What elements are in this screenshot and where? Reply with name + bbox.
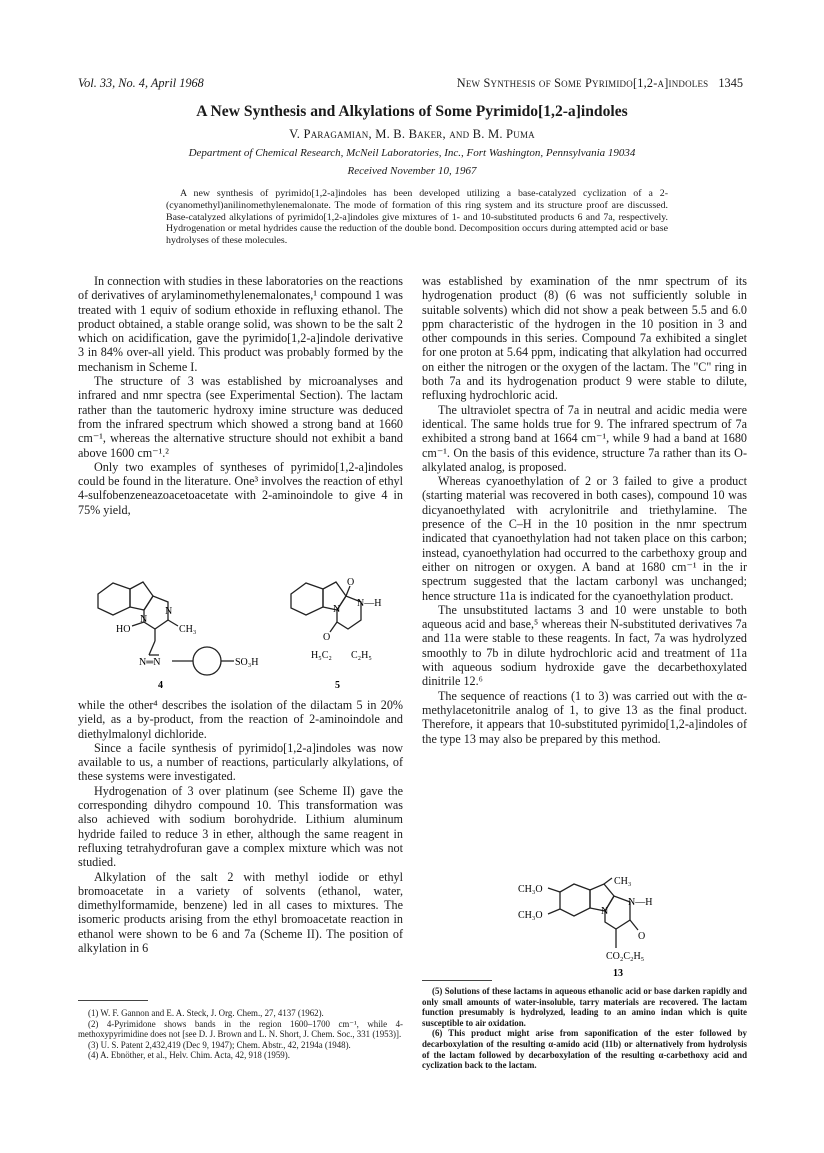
compound-number: 4: [158, 680, 163, 691]
footnote-rule-right: [422, 980, 492, 981]
atom-label: CO₂C₂H₅: [606, 951, 645, 962]
compound-number: 13: [613, 968, 623, 979]
footnote: (3) U. S. Patent 2,432,419 (Dec 9, 1947); Chem. Abstr., 42, 2194a (1948).: [88, 1039, 351, 1050]
author-affiliation: Department of Chemical Research, McNeil Laboratories, Inc., Fort Washington, Pennsylvania 19034: [188, 147, 636, 159]
atom-label: N: [333, 604, 341, 615]
paragraph: The unsubstituted lactams 3 and 10 were unstable to both aqueous acid and base,⁵ whereas their N-substituted derivatives 7a and 11a were stable to these reagents. In fact, 7a was hydrolyzed smoothly to 7b in dilute hydrochloric acid and treatment of 11a with aqueous sodium hydroxide gave the decarbethoxylated dinitrile 12.⁶: [422, 602, 747, 689]
atom-label: O: [638, 931, 646, 942]
article-title: A New Synthesis and Alkylations of Some Pyrimido[1,2-a]indoles: [196, 103, 628, 120]
atom-label: H₅C₂: [311, 650, 332, 661]
structure-5-drawing: [285, 574, 405, 694]
footnote: (4) A. Ebnöther, et al., Helv. Chim. Acta, 42, 918 (1959).: [88, 1050, 290, 1061]
atom-label: HO: [116, 624, 131, 635]
paragraph: Hydrogenation of 3 over platinum (see Scheme II) gave the corresponding dihydro compound 10. This transformation was also achieved with sodium borohydride. Lithium aluminum hydride failed to reduce 3 in ether, although the same reagent in refluxing tetrahydrofuran gave a complex mixture which was not studied.: [78, 783, 403, 870]
paragraph: The ultraviolet spectra of 7a in neutral and acidic media were identical. The same holds true for 9. The infrared spectrum of 7a exhibited a strong band at 1664 cm⁻¹, while 9 had a band at 1680 cm⁻¹. On the basis of this evidence, structure 7a rather than its O-alkylated analog, is proposed.: [422, 402, 747, 474]
atom-label: N—H: [628, 897, 653, 908]
atom-label: N: [165, 606, 173, 617]
atom-label: CH₃O: [518, 884, 543, 895]
structure-4: [88, 574, 278, 694]
structure-5: [285, 574, 405, 694]
left-column-upper: [78, 274, 403, 517]
paragraph: Since a facile synthesis of pyrimido[1,2-a]indoles was now available to us, a number of reactions, particularly alkylations, of these systems were investigated.: [78, 740, 403, 784]
atom-label: O: [347, 577, 355, 588]
journal-volume-info: Vol. 33, No. 4, April 1968: [78, 76, 204, 90]
footnote: (2) 4-Pyrimidone shows bands in the region 1600–1700 cm⁻¹, while 4-methoxypyrimidine does not [see D. J. Brown and L. N. Short, J. Chem. Soc., 331 (1953)].: [78, 1018, 403, 1040]
structure-13-drawing: [518, 876, 688, 980]
page-number: 1345: [718, 76, 743, 90]
paragraph: The structure of 3 was established by microanalyses and infrared and nmr spectra (see Experimental Section). The lactam rather than the tautomeric hydroxy imine structure was deduced from the infrared spectrum which showed a strong band at 1660 cm⁻¹, whereas the alternative structure should not exhibit a band above 1600 cm⁻¹.²: [78, 374, 403, 460]
atom-label: N: [140, 614, 148, 625]
structure-4-drawing: [88, 574, 278, 694]
footnotes-left: [78, 1008, 403, 1061]
structure-13: [518, 876, 688, 980]
footnotes-right: [422, 986, 747, 1071]
footnote: (1) W. F. Gannon and E. A. Steck, J. Org. Chem., 27, 4137 (1962).: [88, 1008, 324, 1018]
compound-number: 5: [335, 680, 340, 691]
footnote: (6) This product might arise from saponification of the ester followed by decarboxylation of the resulting α-amido acid (11b) or alternatively from hydrolysis of the lactam followed by decarboxylation of the resulting α-carbethoxy acid and cyclization back to the lactam.: [422, 1028, 747, 1071]
left-column-lower: [78, 698, 403, 955]
running-title: New Synthesis of Some Pyrimido[1,2-a]indoles: [456, 76, 709, 90]
atom-label: CH₃: [179, 624, 197, 635]
paragraph: Alkylation of the salt 2 with methyl iodide or ethyl bromoacetate in a variety of solvents (ethanol, water, dimethylformamide, benzene) led in all cases to mixtures. The isomeric products arising from the ethyl bromoacetate reaction in ethanol were shown to be 6 and 7a (Scheme II). The position of alkylation in 6: [78, 869, 403, 956]
article-authors: V. Paragamian, M. B. Baker, and B. M. Puma: [289, 127, 535, 141]
abstract-text: A new synthesis of pyrimido[1,2-a]indoles has been developed utilizing a base-catalyzed cyclization of a 2-(cyanomethyl)anilinomethylenemalonate. The mode of formation of this ring system and its structure proof are discussed. Base-catalyzed alkylations of pyrimido[1,2-a]indoles give mixtures of 1- and 10-substituted products 6 and 7a, respectively. Hydrogenation or metal hydrides cause the reduction of the double bond. Decomposition occurs during attempted acid or base hydrolyses of these molecules.: [166, 188, 668, 247]
paragraph: Only two examples of syntheses of pyrimido[1,2-a]indoles could be found in the literature. One³ involves the reaction of ethyl 4-sulfobenzeneazoacetoacetate with 2-aminoindole to give 4 in 75% yield,: [78, 459, 403, 517]
paragraph: while the other⁴ describes the isolation of the dilactam 5 in 20% yield, as a by-product, from the reaction of 2-aminoindole and diethylmalonyl dichloride.: [78, 698, 403, 741]
paragraph: Whereas cyanoethylation of 2 or 3 failed to give a product (starting material was recovered in both cases), compound 10 was dicyanoethylated with acrylonitrile and triethylamine. The presence of the C–H in the 10 position in the nmr spectrum indicated that cyanoethylation had not taken place on this carbon; instead, cyanoethylation had occurred to the carbethoxy group and either on nitrogen or oxygen. A band at 1680 cm⁻¹ in the ir spectrum suggested that the lactam carbonyl was unchanged; hence structure 11a is indicated for the cyanoethylation product.: [422, 474, 747, 603]
atom-label: N—H: [357, 598, 382, 609]
atom-label: CH₃O: [518, 910, 543, 921]
footnote-rule-left: [78, 1000, 148, 1001]
running-head-right: [457, 76, 743, 91]
paragraph: The sequence of reactions (1 to 3) was carried out with the α-methylacetonitrile analog of 1, to give 13 as the final product. Therefore, it appears that 10-substituted pyrimido[1,2-a]indoles of the type 13 may also be prepared by this method.: [422, 688, 747, 746]
atom-label: CH₃: [614, 876, 632, 887]
atom-label: N═N: [139, 657, 161, 668]
atom-label: SO₃H: [235, 657, 259, 668]
atom-label: O: [323, 632, 331, 643]
footnote: (5) Solutions of these lactams in aqueous ethanolic acid or base darken rapidly and only small amounts of water-insoluble, tarry materials are recovered. The lactam function presumably is hydrolyzed, leading to an amino indan which is quite susceptible to air oxidation.: [422, 986, 747, 1028]
paragraph: In connection with studies in these laboratories on the reactions of derivatives of arylaminomethylenemalonates,¹ compound 1 was treated with 1 equiv of sodium ethoxide in refluxing ethanol. The product obtained, a stable orange solid, was shown to be the salt 2 which on acidification, gave the pyrimido[1,2-a]indole derivative 3 in 84% over-all yield. This product was probably formed by the mechanism in Scheme I.: [78, 274, 403, 374]
atom-label: C₂H₅: [351, 650, 372, 661]
running-head: [78, 76, 743, 94]
right-column: [422, 274, 747, 746]
abstract: [166, 188, 668, 247]
received-date: Received November 10, 1967: [347, 165, 477, 177]
atom-label: N: [601, 906, 609, 917]
paragraph: was established by examination of the nmr spectrum of its hydrogenation product (8) (6 was not sufficiently soluble in suitable solvents) which did not show a peak between 5.5 and 6.0 ppm characteristic of the hydrogen in the 10 position in 3 and other compounds in this series. Compound 7a exhibited a singlet for one proton at 5.64 ppm, indicating that alkylation had occurred on either the nitrogen or the oxygen of the lactam. The "C" ring in both 7a and its hydrogenation product 9 were stable to dilute, refluxing hydrochloric acid.: [422, 274, 747, 403]
